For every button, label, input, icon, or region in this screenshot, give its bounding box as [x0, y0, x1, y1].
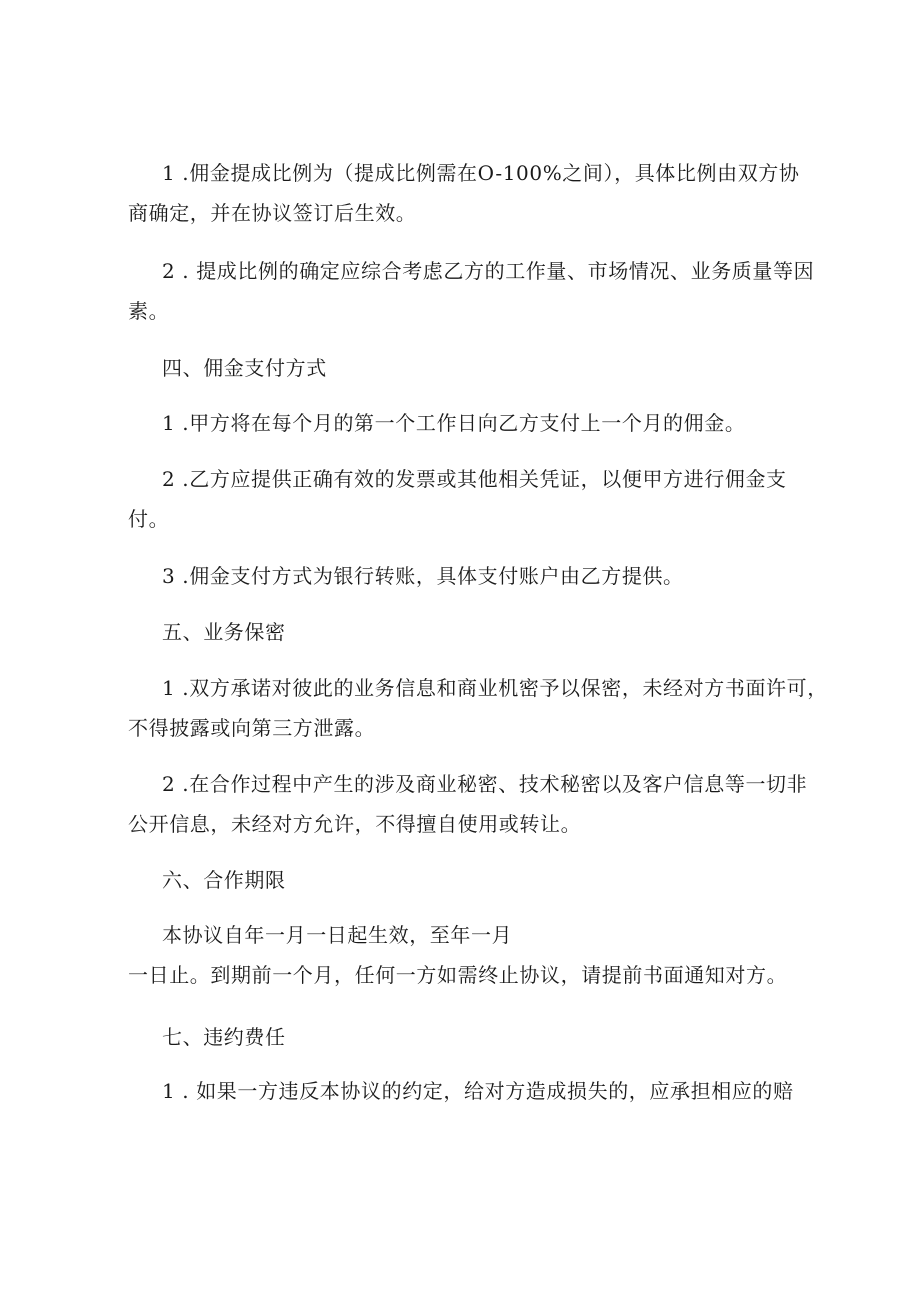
paragraph-line: 付。: [128, 507, 170, 531]
paragraph-line: 2 .在合作过程中产生的涉及商业秘密、技术秘密以及客户信息等一切非: [162, 772, 808, 796]
section-heading: 六、合作期限: [162, 868, 286, 892]
paragraph-line: 1 .佣金提成比例为（提成比例需在O-100%之间），具体比例由双方协: [162, 161, 800, 185]
paragraph-line: 不得披露或向第三方泄露。: [128, 716, 376, 740]
paragraph-line: 2 . 提成比例的确定应综合考虑乙方的工作量、市场情况、业务质量等因: [162, 259, 815, 283]
paragraph-line: 公开信息，未经对方允许，不得擅自使用或转让。: [128, 812, 582, 836]
section-heading: 五、业务保密: [162, 620, 286, 644]
paragraph-line: 1 .双方承诺对彼此的业务信息和商业机密予以保密，未经对方书面许可，: [162, 676, 828, 700]
paragraph-line: 商确定，并在协议签订后生效。: [128, 201, 417, 225]
paragraph-line: 素。: [128, 299, 170, 323]
paragraph-line: 3 .佣金支付方式为银行转账，具体支付账户由乙方提供。: [162, 564, 684, 588]
paragraph-line: 2 .乙方应提供正确有效的发票或其他相关凭证，以便甲方进行佣金支: [162, 467, 787, 491]
paragraph-line: 1 .甲方将在每个月的第一个工作日向乙方支付上一个月的佣金。: [162, 411, 746, 435]
section-heading: 七、违约费任: [162, 1025, 286, 1049]
section-heading: 四、佣金支付方式: [162, 356, 327, 380]
paragraph-line: 1 . 如果一方违反本协议的约定，给对方造成损失的，应承担相应的赔: [162, 1079, 794, 1103]
paragraph-line: 本协议自年一月一日起生效，至年一月: [162, 923, 513, 947]
paragraph-line: 一日止。到期前一个月，任何一方如需终止协议，请提前书面通知对方。: [128, 963, 788, 987]
